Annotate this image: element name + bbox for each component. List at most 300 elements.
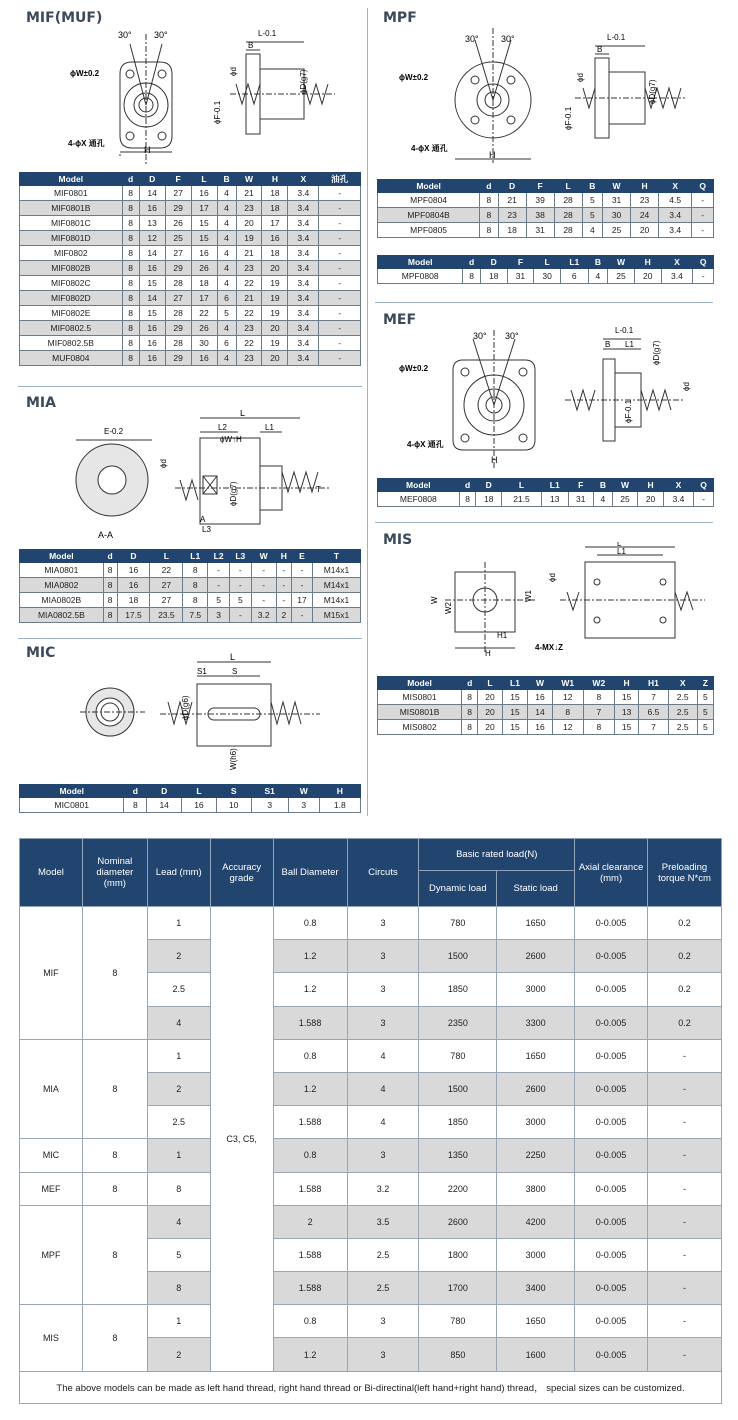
svg-text:L-0.1: L-0.1 [615, 326, 634, 335]
table-cell: 6 [217, 291, 236, 306]
table-cell: 22 [236, 306, 262, 321]
table-cell: 1650 [497, 1039, 575, 1072]
table-cell: 3.4 [288, 186, 319, 201]
lead-cell: 1 [147, 1305, 210, 1338]
table-cell: 31 [603, 193, 631, 208]
column-header: d [124, 785, 147, 798]
table-cell: 2.5 [347, 1238, 419, 1271]
column-header: W [288, 785, 319, 798]
table-cell: 14 [139, 186, 165, 201]
table-cell: 18 [262, 246, 288, 261]
table-cell: MIF0802D [20, 291, 123, 306]
table-cell: 5 [217, 306, 236, 321]
table-cell: - [292, 608, 313, 623]
table-cell: MIA0801 [20, 563, 104, 578]
table-cell: 20 [262, 321, 288, 336]
table-cell: 8 [122, 306, 139, 321]
table-cell: 7.5 [183, 608, 208, 623]
table-cell: 4 [217, 321, 236, 336]
table-row [378, 208, 714, 223]
col-dynamic: Dynamic load [419, 871, 497, 907]
column-header: S1 [251, 785, 288, 798]
table-cell: 1.8 [319, 798, 360, 813]
table-cell: 3 [347, 1139, 419, 1172]
table-cell: 14 [147, 798, 182, 813]
table-cell: MIA0802.5B [20, 608, 104, 623]
table-cell: 20 [638, 492, 664, 507]
table-cell: 3.4 [288, 216, 319, 231]
table-cell: 27 [165, 186, 191, 201]
table-cell: 12 [552, 720, 583, 735]
table-cell: 0-0.005 [575, 973, 648, 1006]
svg-text:30°: 30° [118, 30, 132, 40]
column-header: Model [378, 677, 462, 690]
table-cell: M14x1 [312, 578, 360, 593]
table-cell: 1700 [419, 1272, 497, 1305]
table-cell: 15 [502, 705, 527, 720]
divider-mif-mia [18, 386, 362, 387]
table-cell: 4 [217, 261, 236, 276]
table-cell: MIS0801 [378, 690, 462, 705]
svg-text:ϕW±0.2: ϕW±0.2 [399, 73, 429, 82]
table-row [20, 608, 361, 623]
svg-text:ϕd: ϕd [576, 73, 585, 82]
table-cell: MPF0804 [378, 193, 480, 208]
table-cell: 0.2 [648, 940, 722, 973]
column-header: W1 [552, 677, 583, 690]
table-cell: 4 [594, 492, 613, 507]
table-cell: 24 [631, 208, 659, 223]
table-cell: 8 [463, 269, 481, 284]
table-cell: 4 [217, 276, 236, 291]
table-row [20, 1139, 722, 1172]
table-cell: 0-0.005 [575, 1272, 648, 1305]
lead-cell: 1 [147, 1039, 210, 1072]
table-cell: 4 [217, 246, 236, 261]
table-cell: 780 [419, 1039, 497, 1072]
model-cell: MEF [20, 1172, 83, 1205]
column-header: W [251, 550, 276, 563]
table-cell: 3.4 [288, 351, 319, 366]
table-cell: 3.2 [251, 608, 276, 623]
column-header: 油孔 [319, 173, 361, 186]
table-cell: 15 [614, 720, 639, 735]
table-cell: 2600 [419, 1205, 497, 1238]
table-cell: 780 [419, 1305, 497, 1338]
table-cell: 19 [262, 291, 288, 306]
vertical-divider [367, 8, 368, 816]
table-cell: M14x1 [312, 593, 360, 608]
table-cell: 8 [462, 720, 478, 735]
table-cell: 0-0.005 [575, 1172, 648, 1205]
table-cell: 23 [236, 321, 262, 336]
table-cell: 8 [459, 492, 476, 507]
svg-text:ϕd: ϕd [548, 573, 557, 582]
column-header: H [262, 173, 288, 186]
table-cell: - [319, 351, 361, 366]
svg-text:H: H [491, 455, 498, 465]
table-cell: - [648, 1072, 722, 1105]
table-cell: 0.2 [648, 1006, 722, 1039]
table-cell: 23 [236, 351, 262, 366]
table-cell: 2350 [419, 1006, 497, 1039]
col-model: Model [20, 839, 83, 907]
table-cell: 15 [191, 231, 217, 246]
table-cell: MIF0802 [20, 246, 123, 261]
table-cell: M14x1 [312, 563, 360, 578]
table-cell: 1850 [419, 1106, 497, 1139]
svg-text:L: L [617, 542, 622, 548]
table-cell: 0-0.005 [575, 1139, 648, 1172]
table-cell: 1.2 [273, 1338, 347, 1371]
lead-cell: 1 [147, 907, 210, 940]
table-cell: - [319, 231, 361, 246]
table-cell: 8 [462, 705, 478, 720]
table-cell: 7 [583, 705, 614, 720]
table-row [20, 321, 361, 336]
table-cell: 5 [697, 720, 713, 735]
table-cell: 0-0.005 [575, 1305, 648, 1338]
svg-text:W: W [430, 596, 439, 604]
column-header: L2 [208, 550, 230, 563]
table-cell: 31 [526, 223, 554, 238]
table-cell: 0-0.005 [575, 907, 648, 940]
svg-text:ϕD(g7): ϕD(g7) [652, 340, 661, 365]
table-cell: 20 [262, 261, 288, 276]
table-row [20, 351, 361, 366]
divider-mia-mic [18, 638, 362, 639]
table-cell: 0-0.005 [575, 1072, 648, 1105]
svg-text:L2: L2 [218, 423, 227, 432]
table-cell: 8 [103, 578, 117, 593]
table-cell: 13 [614, 705, 639, 720]
table-cell: 27 [150, 593, 183, 608]
column-header: L1 [183, 550, 208, 563]
column-header: d [463, 256, 481, 269]
table-cell: MIS0802 [378, 720, 462, 735]
svg-text:W2: W2 [444, 602, 453, 614]
table-row [378, 690, 714, 705]
table-row [20, 276, 361, 291]
table-cell: 3.4 [288, 276, 319, 291]
table-cell: 15 [139, 306, 165, 321]
table-cell: 12 [552, 690, 583, 705]
table-cell: 13 [542, 492, 568, 507]
svg-text:30°: 30° [154, 30, 168, 40]
table-cell: 29 [165, 201, 191, 216]
svg-text:B: B [248, 41, 254, 50]
table-cell: - [251, 563, 276, 578]
svg-text:ϕD(g7): ϕD(g7) [648, 79, 657, 104]
col-static: Static load [497, 871, 575, 907]
table-cell: 8 [480, 223, 498, 238]
table-row [20, 578, 361, 593]
divider-mpf-mef [375, 302, 713, 303]
table-cell: - [276, 593, 291, 608]
table-cell: 3 [347, 907, 419, 940]
column-header: F [507, 256, 534, 269]
table-cell: 13 [139, 216, 165, 231]
lead-cell: 4 [147, 1205, 210, 1238]
table-cell: - [648, 1139, 722, 1172]
table-cell: MPF0808 [378, 269, 463, 284]
table-cell: 3 [251, 798, 288, 813]
col-circuits: Circuts [347, 839, 419, 907]
table-cell: - [319, 216, 361, 231]
table-cell: 16 [139, 321, 165, 336]
table-cell: - [319, 321, 361, 336]
table-cell: MIF0802B [20, 261, 123, 276]
table-cell: 26 [165, 216, 191, 231]
table-cell: MPF0804B [378, 208, 480, 223]
table-cell: 4 [217, 186, 236, 201]
table-cell: MIF0801C [20, 216, 123, 231]
table-cell: - [319, 246, 361, 261]
table-cell: MIF0802.5B [20, 336, 123, 351]
table-cell: 1.2 [273, 973, 347, 1006]
table-cell: 17 [191, 201, 217, 216]
table-cell: 1.2 [273, 1072, 347, 1105]
table-row [20, 201, 361, 216]
table-cell: 16 [117, 563, 150, 578]
table-cell: 14 [139, 291, 165, 306]
table-cell: MIC0801 [20, 798, 124, 813]
table-row [20, 246, 361, 261]
table-cell: 1500 [419, 940, 497, 973]
svg-text:ϕD(g7): ϕD(g7) [229, 481, 238, 506]
table-cell: 21 [236, 291, 262, 306]
svg-text:30°: 30° [505, 331, 519, 341]
svg-text:E-0.2: E-0.2 [104, 427, 124, 436]
column-header: W [528, 677, 553, 690]
column-header: L [150, 550, 183, 563]
table-cell: - [694, 492, 714, 507]
table-cell: - [319, 201, 361, 216]
nominal-cell: 8 [82, 1205, 147, 1305]
table-cell: 1350 [419, 1139, 497, 1172]
svg-text:4-ϕX 通孔: 4-ϕX 通孔 [407, 440, 444, 449]
table-cell: 2.5 [668, 690, 697, 705]
table-cell: 8 [122, 276, 139, 291]
table-cell: 8 [124, 798, 147, 813]
table-cell: 28 [554, 223, 582, 238]
column-header: D [139, 173, 165, 186]
table-cell: 16 [117, 578, 150, 593]
table-cell: 0.2 [648, 907, 722, 940]
table-cell: MUF0804 [20, 351, 123, 366]
table-cell: 6.5 [639, 705, 668, 720]
column-header: D [498, 180, 526, 193]
table-cell: 16 [139, 261, 165, 276]
table-cell: 20 [478, 690, 503, 705]
column-header: H [638, 479, 664, 492]
table-cell: 4 [347, 1039, 419, 1072]
table-cell: 29 [165, 321, 191, 336]
column-header: X [288, 173, 319, 186]
column-header: W [612, 479, 638, 492]
table-cell: - [208, 563, 230, 578]
table-cell: 8 [122, 216, 139, 231]
table-cell: 21.5 [501, 492, 541, 507]
column-header: Z [697, 677, 713, 690]
column-header: Model [378, 180, 480, 193]
table-cell: 5 [208, 593, 230, 608]
column-header: H [631, 180, 659, 193]
table-cell: 2.5 [347, 1272, 419, 1305]
table-cell: 5 [697, 690, 713, 705]
table-cell: 8 [462, 690, 478, 705]
table-cell: 7 [639, 720, 668, 735]
table-row [20, 186, 361, 201]
table-cell: MPF0805 [378, 223, 480, 238]
table-cell: 5 [697, 705, 713, 720]
table-cell: 17 [292, 593, 313, 608]
column-header: D [480, 256, 507, 269]
section-title-mic: MIC [26, 645, 56, 661]
column-header: H [276, 550, 291, 563]
table-cell: 14 [139, 246, 165, 261]
nominal-cell: 8 [82, 907, 147, 1040]
column-header: L [478, 677, 503, 690]
svg-text:ϕW↑H: ϕW↑H [220, 435, 242, 444]
column-header: H1 [639, 677, 668, 690]
table-cell: 8 [552, 705, 583, 720]
column-header: B [594, 479, 613, 492]
table-cell: 3000 [497, 973, 575, 1006]
column-header: Q [694, 479, 714, 492]
lead-cell: 1 [147, 1139, 210, 1172]
table-cell: 20 [634, 269, 661, 284]
table-cell: MIF0801B [20, 201, 123, 216]
svg-text:H1: H1 [497, 631, 508, 640]
table-row [378, 223, 714, 238]
col-basic-load: Basic rated load(N) [419, 839, 575, 871]
column-header: d [103, 550, 117, 563]
table-cell: 1500 [419, 1072, 497, 1105]
table-cell: 0-0.005 [575, 1039, 648, 1072]
table-cell: 3.4 [288, 231, 319, 246]
table-cell: 1650 [497, 1305, 575, 1338]
table-cell: 14 [528, 705, 553, 720]
column-header: Model [20, 785, 124, 798]
column-header: F [526, 180, 554, 193]
table-cell: 25 [612, 492, 638, 507]
table-cell: 16 [139, 201, 165, 216]
table-cell: 4 [347, 1106, 419, 1139]
lead-cell: 2.5 [147, 973, 210, 1006]
svg-text:4-MX↓Z: 4-MX↓Z [535, 643, 563, 652]
table-cell: 8 [583, 720, 614, 735]
column-header: W [603, 180, 631, 193]
column-header: L [534, 256, 561, 269]
nominal-cell: 8 [82, 1305, 147, 1371]
table-cell: - [319, 186, 361, 201]
table-cell: 3.4 [288, 201, 319, 216]
table-cell: 2 [273, 1205, 347, 1238]
table-cell: 0.8 [273, 1039, 347, 1072]
table-cell: 0-0.005 [575, 1338, 648, 1371]
column-header: H [614, 677, 639, 690]
table-cell: 6 [560, 269, 588, 284]
table-cell: 28 [165, 306, 191, 321]
table-cell: 3 [347, 940, 419, 973]
table-cell: 18 [262, 186, 288, 201]
lead-cell: 2 [147, 1338, 210, 1371]
table-row [20, 291, 361, 306]
table-row [20, 261, 361, 276]
table-cell: - [648, 1338, 722, 1371]
table-cell: 850 [419, 1338, 497, 1371]
table-cell: 22 [150, 563, 183, 578]
table-cell: - [251, 578, 276, 593]
column-header: W [608, 256, 635, 269]
column-header: L [191, 173, 217, 186]
column-header: d [122, 173, 139, 186]
svg-text:L1: L1 [625, 340, 634, 349]
table-cell: - [229, 608, 251, 623]
svg-text:B: B [597, 45, 603, 54]
table-cell: 31 [568, 492, 594, 507]
table-cell: 3400 [497, 1272, 575, 1305]
table-row [20, 593, 361, 608]
svg-text:L1: L1 [265, 423, 274, 432]
table-cell: 18 [480, 269, 507, 284]
table-cell: 3.5 [347, 1205, 419, 1238]
table-cell: 5 [582, 208, 603, 223]
table-cell: 3 [347, 1006, 419, 1039]
col-axial: Axial clearance (mm) [575, 839, 648, 907]
column-header: D [117, 550, 150, 563]
svg-text:S1: S1 [197, 667, 207, 676]
svg-text:L1: L1 [617, 547, 626, 556]
table-cell: 1650 [497, 907, 575, 940]
table-cell: 3000 [497, 1106, 575, 1139]
table-cell: 8 [122, 351, 139, 366]
table-cell: 3.4 [663, 492, 693, 507]
table-row [20, 1172, 722, 1205]
table-cell: MIA0802 [20, 578, 104, 593]
table-row [378, 720, 714, 735]
model-cell: MIC [20, 1139, 83, 1172]
table-cell: 31 [507, 269, 534, 284]
table-cell: 10 [216, 798, 251, 813]
table-cell: 8 [122, 231, 139, 246]
svg-text:H: H [485, 649, 491, 658]
table-cell: 3.4 [288, 261, 319, 276]
table-cell: 17 [191, 291, 217, 306]
table-cell: - [648, 1039, 722, 1072]
table-cell: - [692, 208, 714, 223]
table-cell: 5 [229, 593, 251, 608]
divider-mef-mis [375, 522, 713, 523]
table-row [20, 907, 722, 940]
column-header: D [476, 479, 502, 492]
table-cell: 16 [528, 720, 553, 735]
table-cell: 21 [236, 246, 262, 261]
table-cell: MIS0801B [378, 705, 462, 720]
table-cell: - [319, 276, 361, 291]
table-cell: - [319, 291, 361, 306]
table-cell: 30 [191, 336, 217, 351]
table-cell: 25 [608, 269, 635, 284]
table-cell: 8 [480, 193, 498, 208]
table-row [20, 336, 361, 351]
column-header: H [634, 256, 661, 269]
column-header: d [462, 677, 478, 690]
table-cell: 2600 [497, 1072, 575, 1105]
table-cell: 38 [526, 208, 554, 223]
table-cell: 19 [262, 336, 288, 351]
